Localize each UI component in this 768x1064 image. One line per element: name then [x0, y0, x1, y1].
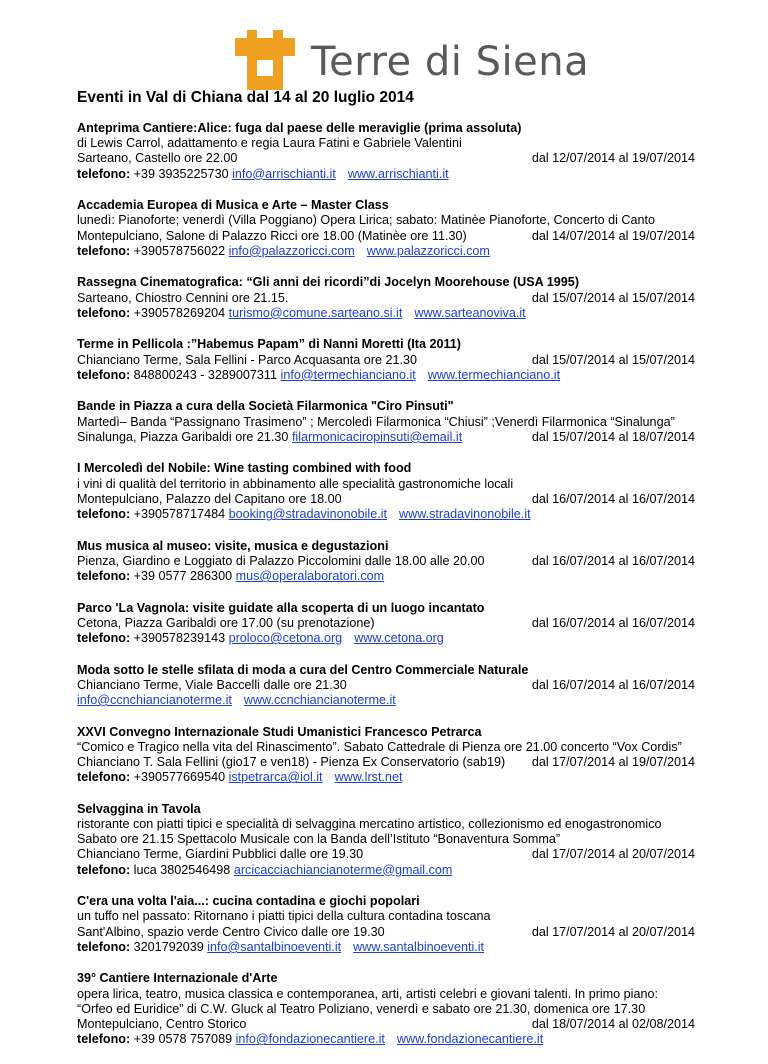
- event-place-row: [77, 291, 699, 306]
- email-link[interactable]: info@ccnchiancianoterme.it: [77, 693, 232, 708]
- event-place: Montepulciano, Salone di Palazzo Ricci ore 18.00 (Matinèe ore 11.30): [77, 228, 467, 243]
- email-link[interactable]: proloco@cetona.org: [228, 631, 343, 646]
- event-dates: dal 14/07/2014 al 19/07/2014: [531, 228, 695, 243]
- logo-tower-icon: [233, 30, 297, 90]
- event-place-cell: [77, 847, 363, 862]
- phone-number: 848800243 - 3289007311: [133, 367, 278, 382]
- event-description: Martedì– Banda “Passignano Trasimeno” ; Mercoledì Filarmonica “Chiusi” ;Venerdì Filarmonica “Sinalunga”: [77, 414, 675, 429]
- event-description: Sabato ore 21.15 Spettacolo Musicale con la Banda dell’Istituto “Bonaventura Somma”: [77, 832, 561, 847]
- event-place: Sinalunga, Piazza Garibaldi ore 21.30: [77, 429, 289, 444]
- event-item: [77, 399, 699, 445]
- email-link[interactable]: info@termechianciano.it: [280, 367, 416, 382]
- website-link[interactable]: www.termechianciano.it: [427, 367, 561, 382]
- event-description: ristorante con piatti tipici e specialità di selvaggina mercatino artistico, collezionismo ed enogastronomico: [77, 817, 662, 832]
- event-place-cell: [77, 554, 484, 569]
- event-contacts: [77, 244, 699, 259]
- event-place-cell: [77, 291, 288, 306]
- event-title: Bande in Piazza a cura della Società Filarmonica "Ciro Pinsuti": [77, 399, 454, 414]
- event-item: [77, 121, 699, 182]
- event-place: Montepulciano, Palazzo del Capitano ore 18.00: [77, 491, 342, 506]
- event-place: Chianciano Terme, Sala Fellini - Parco Acquasanta ore 21.30: [77, 352, 417, 367]
- event-dates: dal 15/07/2014 al 18/07/2014: [531, 429, 695, 444]
- email-link[interactable]: filarmonicaciropinsuti@email.it: [291, 429, 463, 444]
- website-link[interactable]: www.lrst.net: [334, 770, 403, 785]
- event-place: Sarteano, Chiostro Cennini ore 21.15.: [77, 290, 289, 305]
- phone-label: telefono:: [77, 1032, 131, 1047]
- phone-label: telefono:: [77, 166, 131, 181]
- event-place-row: [77, 1017, 699, 1032]
- phone-number: 3201792039: [133, 939, 204, 954]
- terre-di-siena-logo: [233, 30, 590, 90]
- event-item: [77, 725, 699, 786]
- event-title: Accademia Europea di Musica e Arte – Master Class: [77, 198, 389, 213]
- event-place-cell: [77, 151, 237, 166]
- event-item: [77, 894, 699, 955]
- event-description: “Comico e Tragico nella vita del Rinascimento”. Sabato Cattedrale di Pienza ore 21.00 concerto “Vox Cordis”: [77, 739, 682, 754]
- event-title: Anteprima Cantiere:Alice: fuga dal paese delle meraviglie (prima assoluta): [77, 121, 522, 135]
- phone-number: +39 3935225730: [133, 166, 229, 181]
- phone-number: +390577669540: [133, 770, 226, 785]
- event-item: [77, 601, 699, 647]
- event-place-row: [77, 492, 699, 507]
- phone-label: telefono:: [77, 507, 131, 522]
- event-item: [77, 198, 699, 259]
- event-title: Parco 'La Vagnola: visite guidate alla scoperta di un luogo incantato: [77, 600, 485, 615]
- event-place-row: [77, 616, 699, 631]
- email-link[interactable]: turismo@comune.sarteano.si.it: [228, 305, 403, 320]
- event-dates: dal 17/07/2014 al 19/07/2014: [531, 755, 695, 770]
- email-link[interactable]: arcicacciachiancianoterme@gmail.com: [233, 862, 453, 877]
- phone-label: telefono:: [77, 770, 131, 785]
- event-place: Chianciano T. Sala Fellini (gio17 e ven18) - Pienza Ex Conservatorio (sab19): [77, 755, 506, 770]
- event-description: opera lirica, teatro, musica classica e contemporanea, arti, artisti celebri e giovani talenti. In primo piano:: [77, 986, 658, 1001]
- event-item: [77, 337, 699, 383]
- event-description: un tuffo nel passato: Ritornano i piatti tipici della cultura contadina toscana: [77, 909, 491, 924]
- email-link[interactable]: info@santalbinoeventi.it: [207, 939, 342, 954]
- event-dates: dal 15/07/2014 al 15/07/2014: [531, 290, 695, 305]
- event-description: lunedì: Pianoforte; venerdì (Villa Poggiano) Opera Lirica; sabato: Matinèe Pianoforte, Concerto di Canto: [77, 213, 656, 228]
- phone-label: telefono:: [77, 862, 131, 877]
- event-contacts: [77, 507, 699, 522]
- event-description: di Lewis Carrol, adattamento e regia Laura Fatini e Gabriele Valentini: [77, 136, 462, 151]
- email-link[interactable]: istpetrarca@iol.it: [228, 770, 323, 785]
- event-contacts: [77, 770, 699, 785]
- event-item: [77, 461, 699, 522]
- event-place-cell: [77, 430, 462, 445]
- event-title: Rassegna Cinematografica: “Gli anni dei ricordi”di Jocelyn Moorehouse (USA 1995): [77, 275, 580, 290]
- event-description: “Orfeo ed Euridice” di C.W. Gluck al Teatro Poliziano, venerdì e sabato ore 21.30, domenica ore 17.30: [77, 1001, 646, 1016]
- event-dates: dal 16/07/2014 al 16/07/2014: [531, 491, 695, 506]
- email-link[interactable]: booking@stradavinonobile.it: [228, 507, 387, 522]
- event-dates: dal 16/07/2014 al 16/07/2014: [531, 615, 695, 630]
- event-contacts: [77, 569, 699, 584]
- event-contacts: [77, 693, 699, 708]
- event-dates: dal 15/07/2014 al 15/07/2014: [531, 352, 695, 367]
- event-list: [77, 121, 699, 1064]
- event-contacts: [77, 167, 699, 182]
- event-place-row: [77, 554, 699, 569]
- event-item: [77, 802, 699, 878]
- event-place-row: [77, 925, 699, 940]
- phone-number: +390578269204: [133, 305, 226, 320]
- phone-label: telefono:: [77, 243, 131, 258]
- event-place-cell: [77, 353, 417, 368]
- phone-number: +390578756022: [133, 243, 226, 258]
- email-link[interactable]: mus@operalaboratori.com: [235, 569, 385, 584]
- phone-label: telefono:: [77, 631, 131, 646]
- event-title: 39° Cantiere Internazionale d'Arte: [77, 971, 278, 986]
- website-link[interactable]: www.palazzoricci.com: [366, 243, 490, 258]
- event-title: C'era una volta l'aia...: cucina contadina e giochi popolari: [77, 894, 420, 909]
- event-item: [77, 275, 699, 321]
- event-contacts: [77, 1032, 699, 1047]
- event-place-row: [77, 755, 699, 770]
- event-place: Sant'Albino, spazio verde Centro Civico dalle ore 19.30: [77, 924, 385, 939]
- event-place-cell: [77, 755, 505, 770]
- event-title: Mus musica al museo: visite, musica e degustazioni: [77, 538, 389, 553]
- email-link[interactable]: info@arrischianti.it: [232, 166, 336, 181]
- event-item: [77, 539, 699, 585]
- event-dates: dal 12/07/2014 al 19/07/2014: [531, 151, 695, 166]
- event-title: Moda sotto le stelle sfilata di moda a cura del Centro Commerciale Naturale: [77, 662, 529, 677]
- event-contacts: [77, 631, 699, 646]
- event-place: Pienza, Giardino e Loggiato di Palazzo Piccolomini dalle 18.00 alle 20.00: [77, 553, 485, 568]
- website-link[interactable]: www.sarteanoviva.it: [414, 305, 526, 320]
- email-link[interactable]: info@palazzoricci.com: [228, 243, 355, 258]
- phone-number: +39 0578 757089: [133, 1032, 233, 1047]
- event-place: Chianciano Terme, Viale Baccelli dalle ore 21.30: [77, 677, 347, 692]
- event-contacts: [77, 368, 699, 383]
- event-contacts: [77, 940, 699, 955]
- website-link[interactable]: www.ccnchiancianoterme.it: [243, 693, 396, 708]
- website-link[interactable]: www.arrischianti.it: [347, 166, 449, 181]
- phone-number: +390578239143: [133, 631, 226, 646]
- logo-text: Terre di Siena: [311, 39, 590, 85]
- website-link[interactable]: www.fondazionecantiere.it: [396, 1032, 544, 1047]
- event-place: Cetona, Piazza Garibaldi ore 17.00 (su prenotazione): [77, 615, 375, 630]
- event-place: Montepulciano, Centro Storico: [77, 1017, 247, 1032]
- event-place-row: [77, 229, 699, 244]
- phone-number: +390578717484: [133, 507, 226, 522]
- phone-label: telefono:: [77, 305, 131, 320]
- event-contacts: [77, 306, 699, 321]
- event-title: Terme in Pellicola :”Habemus Papam” di Nanni Moretti (Ita 2011): [77, 337, 461, 352]
- event-contacts: [77, 863, 699, 878]
- event-item: [77, 971, 699, 1047]
- event-place-cell: [77, 616, 375, 631]
- event-title: XXVI Convegno Internazionale Studi Umanistici Francesco Petrarca: [77, 724, 482, 739]
- event-title: Selvaggina in Tavola: [77, 801, 201, 816]
- phone-number: +39 0577 286300: [133, 569, 233, 584]
- page-title: Eventi in Val di Chiana dal 14 al 20 luglio 2014: [77, 89, 414, 106]
- phone-label: telefono:: [77, 939, 131, 954]
- phone-number: luca 3802546498: [133, 862, 231, 877]
- website-link[interactable]: www.stradavinonobile.it: [399, 507, 531, 522]
- phone-label: telefono:: [77, 367, 131, 382]
- event-place-row: [77, 430, 699, 445]
- event-place-row: [77, 353, 699, 368]
- event-dates: dal 18/07/2014 al 02/08/2014: [531, 1017, 695, 1032]
- event-place-row: [77, 151, 699, 166]
- event-place-row: [77, 847, 699, 862]
- website-link[interactable]: www.cetona.org: [354, 631, 444, 646]
- website-link[interactable]: www.santalbinoeventi.it: [353, 939, 485, 954]
- event-dates: dal 17/07/2014 al 20/07/2014: [531, 924, 695, 939]
- event-place: Sarteano, Castello ore 22.00: [77, 151, 238, 166]
- event-title: I Mercoledì del Nobile: Wine tasting combined with food: [77, 461, 412, 476]
- event-place: Chianciano Terme, Giardini Pubblici dalle ore 19.30: [77, 847, 364, 862]
- event-dates: dal 16/07/2014 al 16/07/2014: [531, 553, 695, 568]
- event-place-cell: [77, 678, 347, 693]
- event-place-cell: [77, 1017, 246, 1032]
- event-place-cell: [77, 492, 342, 507]
- event-place-cell: [77, 229, 467, 244]
- event-item: [77, 663, 699, 709]
- event-place-cell: [77, 925, 385, 940]
- event-place-row: [77, 678, 699, 693]
- phone-label: telefono:: [77, 569, 131, 584]
- email-link[interactable]: info@fondazionecantiere.it: [235, 1032, 385, 1047]
- event-description: i vini di qualità del territorio in abbinamento alle specialità gastronomiche locali: [77, 476, 514, 491]
- event-dates: dal 17/07/2014 al 20/07/2014: [531, 847, 695, 862]
- event-dates: dal 16/07/2014 al 16/07/2014: [531, 677, 695, 692]
